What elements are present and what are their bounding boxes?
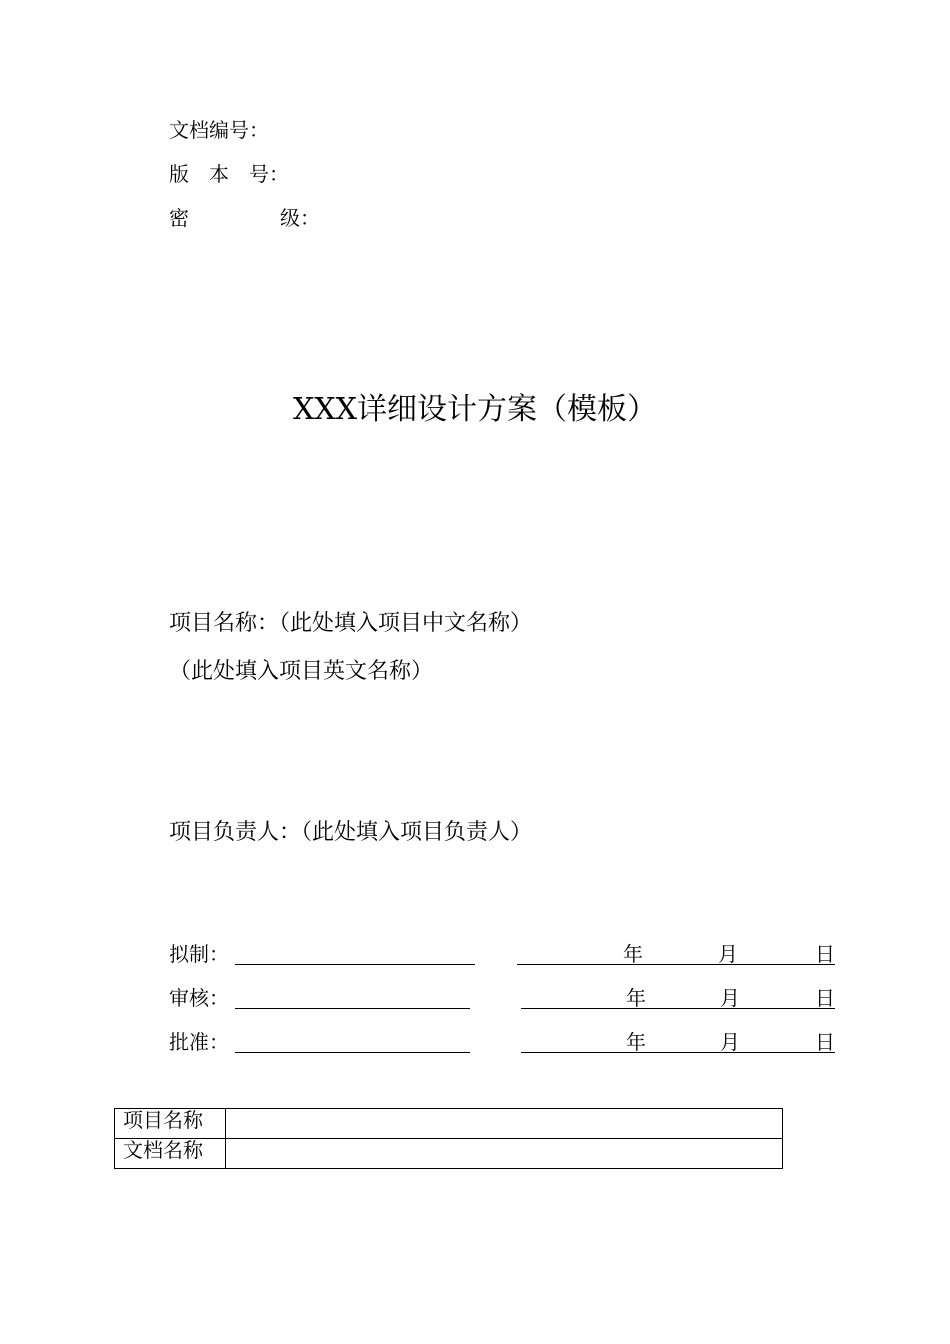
document-info-table (114, 1108, 783, 1169)
draft-date-line[interactable] (517, 964, 835, 965)
document-name-cell-label: 文档名称 (115, 1139, 226, 1169)
draft-signature-line[interactable] (235, 964, 475, 965)
approve-day-label: 日 (815, 1030, 835, 1054)
project-name-en-line: （此处填入项目英文名称） (169, 659, 434, 684)
review-signature-line[interactable] (235, 1008, 470, 1009)
version-label: 版 本 号： (169, 162, 289, 186)
table-row (115, 1139, 783, 1169)
table-row (115, 1109, 783, 1139)
draft-day-label: 日 (815, 942, 835, 966)
document-name-cell-value[interactable] (226, 1139, 783, 1169)
review-label: 审核： (169, 986, 229, 1010)
document-title: XXX详细设计方案（模板） (292, 392, 658, 427)
project-owner-line: 项目负责人：（此处填入项目负责人） (169, 820, 533, 845)
approve-month-label: 月 (720, 1030, 740, 1054)
secrecy-label-right: 级： (280, 206, 320, 230)
project-name-line: 项目名称：（此处填入项目中文名称） (169, 611, 533, 636)
draft-month-label: 月 (718, 942, 738, 966)
approve-label: 批准： (169, 1030, 229, 1054)
draft-year-label: 年 (623, 942, 643, 966)
review-month-label: 月 (720, 986, 740, 1010)
review-day-label: 日 (815, 986, 835, 1010)
draft-label: 拟制： (169, 942, 229, 966)
doc-number-label: 文档编号： (169, 118, 269, 142)
review-date-line[interactable] (521, 1008, 835, 1009)
project-name-cell-label: 项目名称 (115, 1109, 226, 1139)
approve-year-label: 年 (626, 1030, 646, 1054)
approve-date-line[interactable] (521, 1052, 835, 1053)
review-year-label: 年 (626, 986, 646, 1010)
project-name-cell-value[interactable] (226, 1109, 783, 1139)
approve-signature-line[interactable] (235, 1052, 470, 1053)
secrecy-label-left: 密 (169, 206, 189, 230)
